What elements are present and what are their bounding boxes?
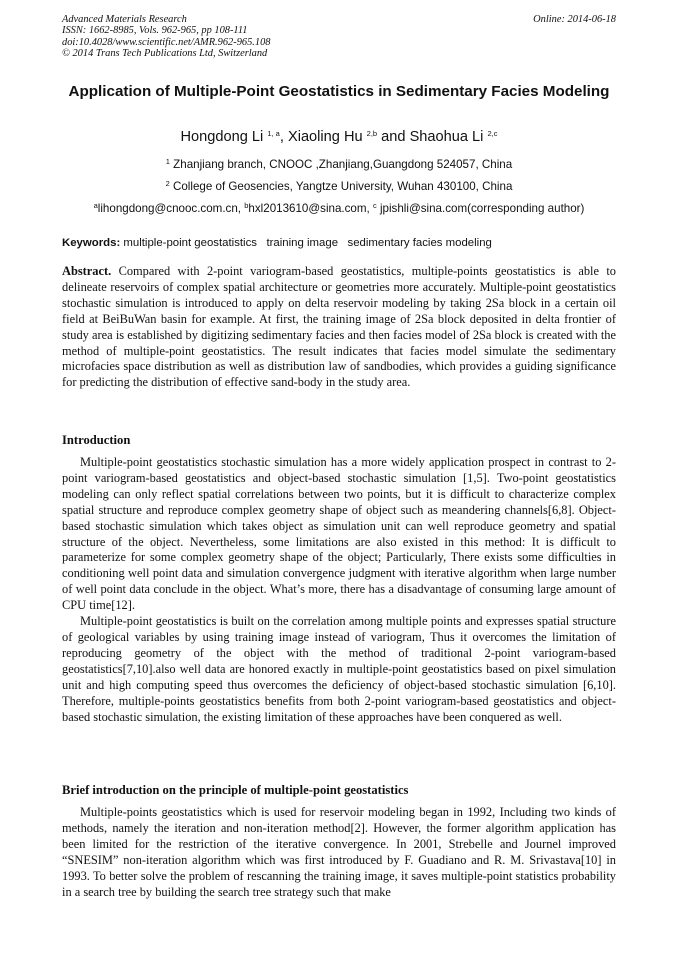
email-c-marker: c — [372, 201, 377, 210]
introduction-heading: Introduction — [62, 433, 131, 447]
author-3: and Shaohua Li — [377, 129, 488, 145]
email-a-marker: a — [93, 201, 98, 210]
email-b[interactable]: hxl2013610@sina.com, — [248, 202, 373, 215]
author-1: Hongdong Li — [180, 129, 268, 145]
keywords-label: Keywords: — [62, 237, 121, 249]
journal-header — [62, 14, 616, 60]
author-list — [62, 128, 616, 146]
brief-section — [62, 805, 616, 900]
abstract-label: Abstract. — [62, 264, 112, 278]
issn-line: ISSN: 1662-8985, Vols. 962-965, pp 108-111 — [62, 25, 248, 37]
brief-heading: Brief introduction on the principle of multiple-point geostatistics — [62, 783, 409, 797]
affiliation-2 — [62, 180, 616, 194]
paper-title: Application of Multiple-Point Geostatistics in Sedimentary Facies Modeling — [68, 83, 610, 100]
affiliation-1-marker: 1 — [165, 157, 170, 166]
author-3-marker: 2,c — [487, 129, 498, 138]
abstract — [62, 264, 616, 391]
author-1-marker: 1, a — [267, 129, 280, 138]
email-b-marker: b — [244, 201, 249, 210]
email-line — [62, 202, 616, 216]
introduction-paragraph-2: Multiple-point geostatistics is built on the correlation among multiple points and expresses spatial structure of geological variables by using training image instead of variogram, Thus it overcomes the limitation of reproducing geometry of the object with the method of traditional 2-point variogram-based geostatistics[7,10].also well data are honored exactly in multiple-point geostatistics based on pixel simulation unit and high computing speed thus overcomes the deficiency of object-based stochastic simulation [6,10]. Therefore, multiple-points geostatistics benefits from both 2-point variogram-based geostatistics and object-based stochastic simulation, the existing limitation of these approaches have been conquered as well. — [62, 614, 616, 724]
journal-name: Advanced Materials Research — [62, 14, 187, 25]
affiliation-1-text: Zhanjiang branch, CNOOC ,Zhanjiang,Guangdong 524057, China — [169, 158, 513, 171]
affiliation-2-marker: 2 — [165, 179, 170, 188]
online-date: Online: 2014-06-18 — [533, 14, 616, 25]
email-c[interactable]: jpishli@sina.com(corresponding author) — [376, 202, 585, 215]
keywords-text: multiple-point geostatistics training image sedimentary facies modeling — [120, 237, 492, 249]
affiliation-2-text: College of Geosencies, Yangtze University, Wuhan 430100, China — [169, 180, 513, 193]
doi-line: doi:10.4028/www.scientific.net/AMR.962-965.108 — [62, 36, 271, 48]
author-2-marker: 2,b — [366, 129, 378, 138]
introduction-paragraph-1: Multiple-point geostatistics stochastic simulation has a more widely application prospect in contrast to 2-point variogram-based geostatistics and object-based stochastic simulation [1,5]. Two-point geostatistics modeling can only reflect spatial correlations between two points, but it is difficult to characterize complex spatial structure and reproduce complex geometry shape of object such as meandering channels[6,8]. Object-based stochastic simulation which takes object as simulation unit can well reproduce geometry and spatial structure of the object. Nevertheless, some limitations are also existed in this method: It is difficult to parameterize for some complex geometry shape of the object; Particularly, There exists some difficulties in conditioning well point data and simulation convergence judgment with iterative algorithm when large number of well point data conclude in the object. What’s more, there has a disadvantage of consuming large amount of CPU time[12]. — [62, 455, 616, 613]
author-2: , Xiaoling Hu — [279, 129, 367, 145]
copyright-line: © 2014 Trans Tech Publications Ltd, Switzerland — [62, 48, 268, 60]
introduction-section — [62, 455, 616, 725]
keywords — [62, 236, 616, 250]
affiliation-1 — [62, 158, 616, 172]
email-a[interactable]: lihongdong@cnooc.com.cn, — [97, 202, 245, 215]
abstract-text: Compared with 2-point variogram-based geostatistics, multiple-points geostatistics is able to delineate reservoirs of complex spatial architecture or geometries more accurately. Multiple-point geostatistics stochastic simulation is introduced to apply on delta reservoir modeling by taking 2Sa block in a certain oil field at BeiBuWan basin for example. At first, the training image of 2Sa block deposited in delta frontier of study area is established by digitizing sedimentary facies and then facies model of 2Sa block is created with the method of multiple-point geostatistics. The result indicates that facies model simulate the sedimentary microfacies space distribution as well as distribution law of sandbodies, which provides a guiding significance for predicting the distribution of effective sand-body in the study area. — [62, 264, 616, 390]
brief-paragraph-1: Multiple-points geostatistics which is used for reservoir modeling began in 1992, Including two kinds of methods, namely the iteration and non-iteration method[2]. However, the former algorithm application has been limited for the restriction of the iterative convergence. In 2001, Strebelle and Journel improved “SNESIM” non-iteration algorithm which was first introduced by F. Guadiano and R. M. Srivastava[10] in 1993. To better solve the problem of rescanning the training image, it saves multiple-point statistics probability in a search tree by building the search tree strategy such that make — [62, 805, 616, 899]
